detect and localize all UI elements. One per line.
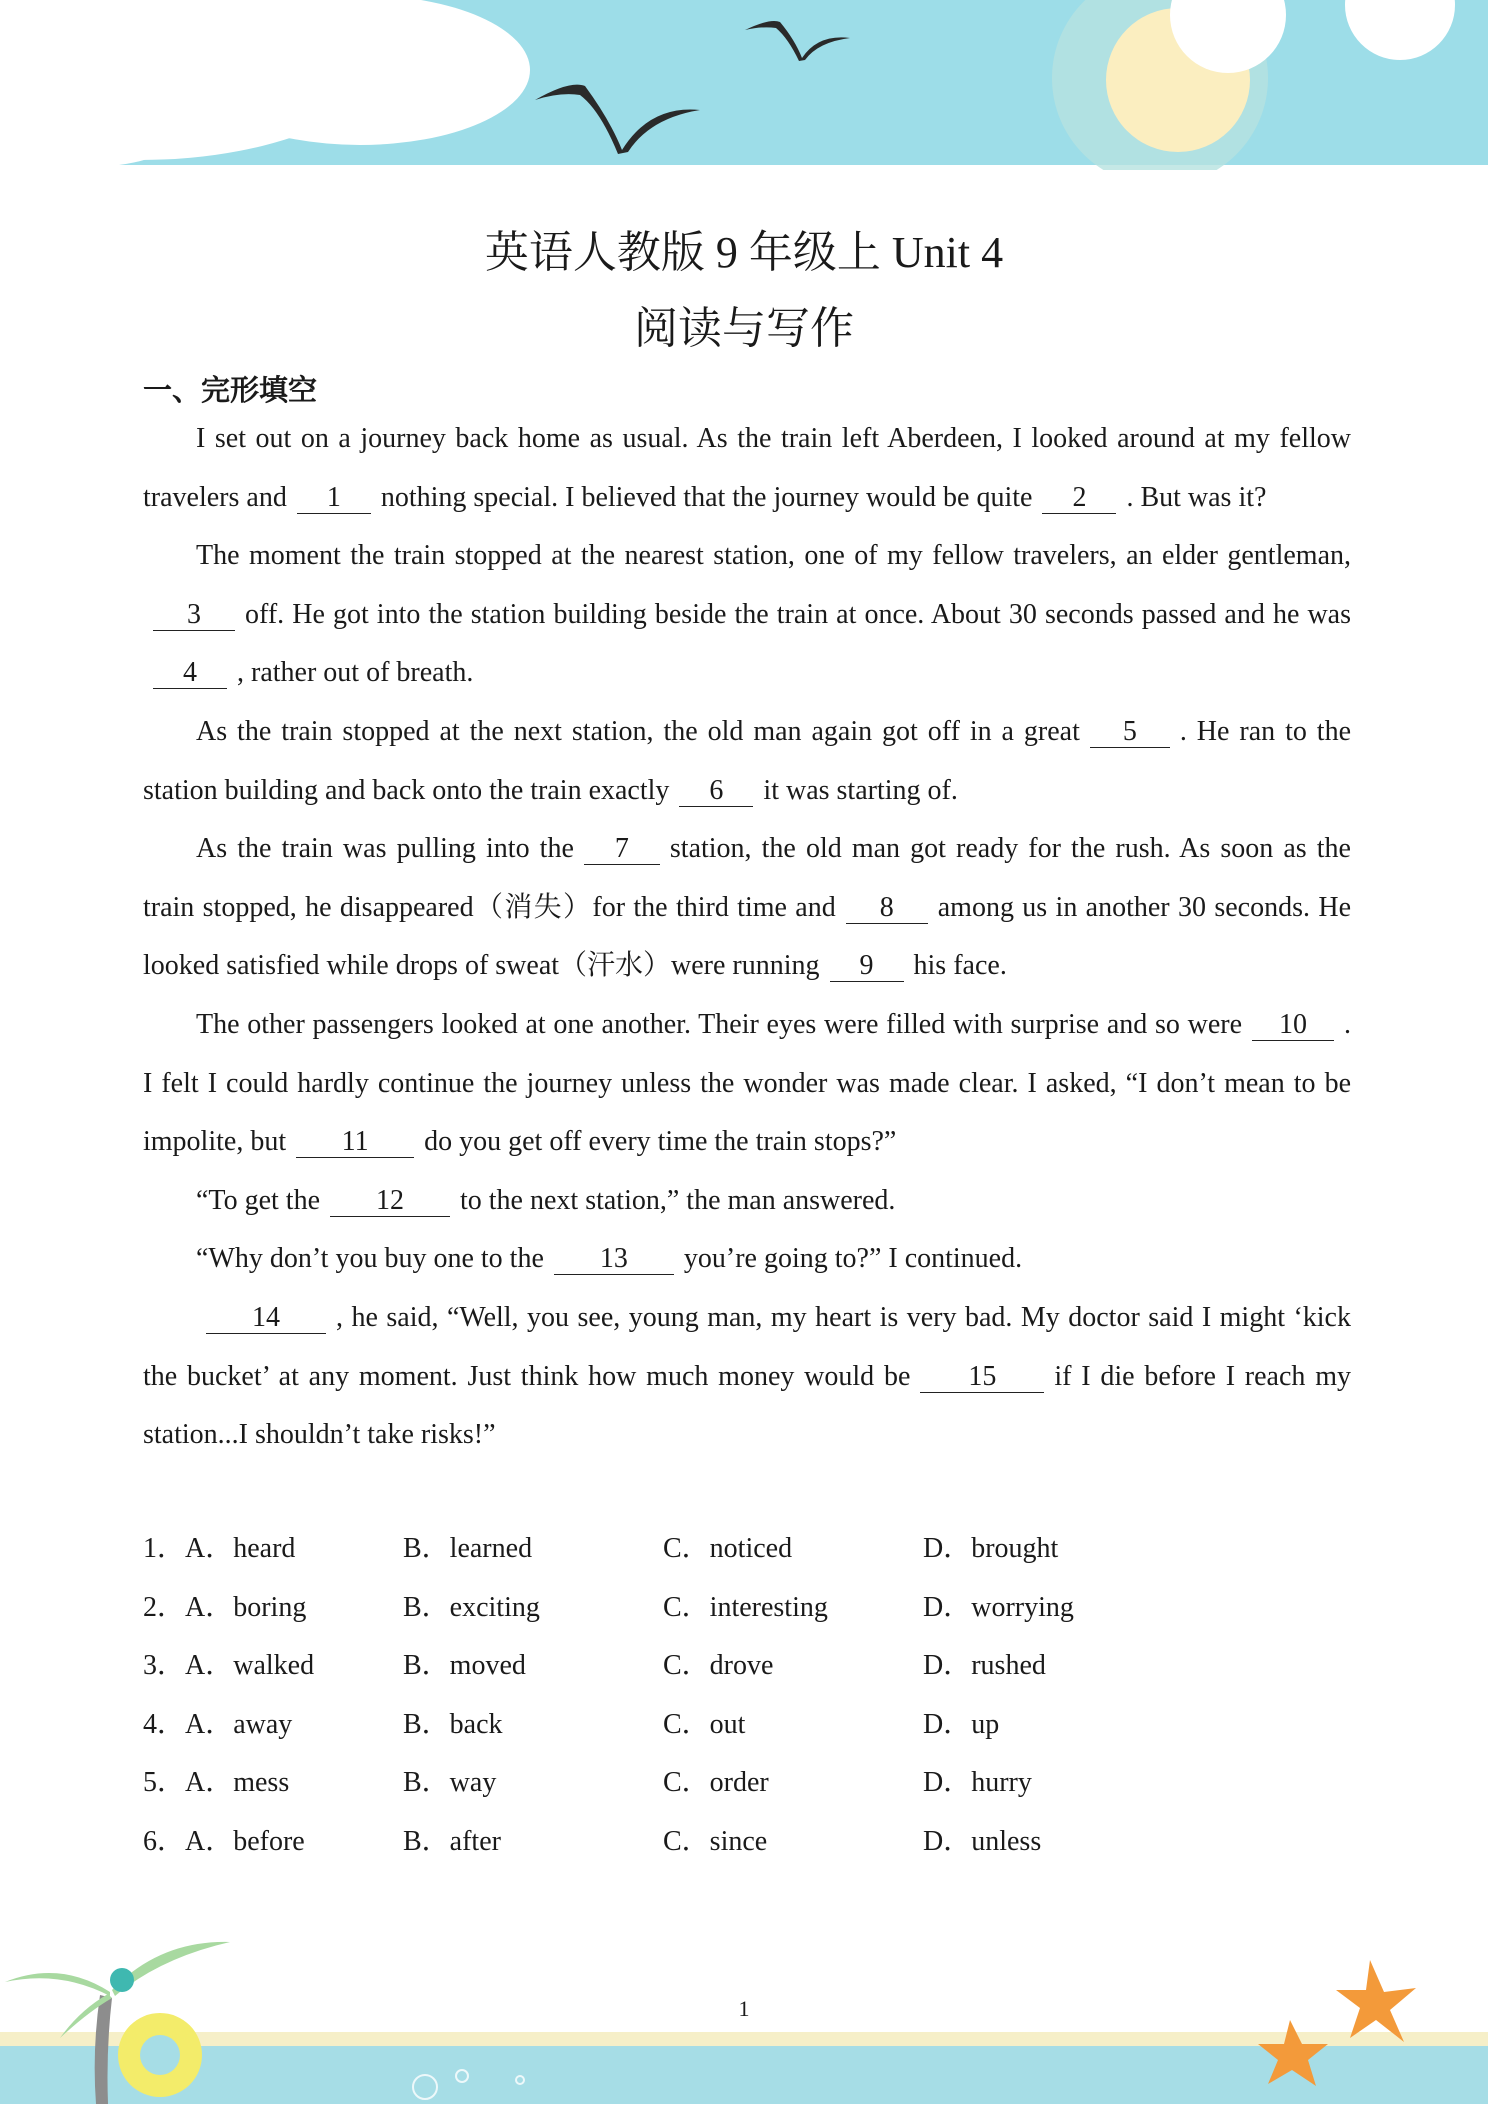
passage-text: As the train was pulling into the: [196, 833, 574, 865]
option-row: [143, 1696, 1351, 1755]
passage-text: “Why don’t you buy one to the: [196, 1243, 544, 1275]
document-subtitle: 阅读与写作: [634, 304, 854, 353]
passage-text: , rather out of breath.: [237, 657, 474, 689]
passage-paragraph: [143, 820, 1351, 996]
passage-text: off. He got into the station building beside the train at once. About 30 seconds passed and he was: [245, 598, 1351, 630]
blank-15: 15: [920, 1362, 1044, 1393]
passage-text: it was starting of.: [763, 774, 958, 806]
passage-text: As the train stopped at the next station, the old man again got off in a great: [196, 715, 1080, 747]
option-b: B．back: [403, 1708, 503, 1740]
passage-text: do you get off every time the train stops?”: [424, 1126, 897, 1158]
option-a: 1．A．heard: [143, 1533, 296, 1564]
option-c: C．order: [663, 1767, 769, 1799]
passage-text: The other passengers looked at one another. Their eyes were filled with surprise and so were: [196, 1008, 1242, 1040]
option-a: 3．A．walked: [143, 1650, 315, 1682]
option-b: B．after: [403, 1825, 501, 1857]
option-d: D．hurry: [923, 1767, 1032, 1799]
option-d: D．worrying: [923, 1591, 1074, 1623]
option-c: C．drove: [663, 1650, 774, 1682]
passage-paragraph: [143, 527, 1351, 703]
option-c: C．interesting: [663, 1591, 828, 1623]
blank-6: 6: [679, 776, 753, 807]
option-c: C．since: [663, 1825, 768, 1857]
passage-text: I set out on a journey back home as usual. As the train left Aberdeen, I looked around at my fellow travelers and: [143, 423, 1351, 513]
option-row: [143, 1813, 1351, 1872]
passage-text: , he said, “Well, you see, young man, my heart is very bad. My doctor said I might ‘kick the bucket’ at any moment. Just think how much money would be: [143, 1301, 1351, 1392]
passage-text: station, the old man got ready for the rush. As soon as the train stopped, he disappeared（消失）for the third time and: [143, 833, 1351, 923]
option-d: D．brought: [923, 1533, 1059, 1564]
blank-4: 4: [153, 658, 227, 689]
blank-9: 9: [830, 951, 904, 982]
blank-13: 13: [554, 1244, 674, 1275]
page-number: 1: [738, 1996, 750, 2021]
passage-text: among us in another 30 seconds. He looked satisfied while drops of sweat（汗水）were running: [143, 891, 1351, 982]
option-c: C．noticed: [663, 1533, 793, 1564]
passage-text: his face.: [913, 950, 1007, 982]
document-title: 英语人教版 9 年级上 Unit 4: [484, 228, 1004, 277]
passage-paragraph: [143, 703, 1351, 820]
blank-12: 12: [330, 1186, 450, 1217]
cloze-passage: [143, 410, 1351, 1465]
blank-8: 8: [846, 893, 928, 924]
blank-14: 14: [206, 1303, 326, 1334]
blank-11: 11: [296, 1127, 414, 1158]
passage-text: The moment the train stopped at the nearest station, one of my fellow travelers, an elder gentleman,: [196, 540, 1351, 572]
passage-paragraph: [143, 1230, 1351, 1289]
blank-10: 10: [1252, 1010, 1334, 1041]
passage-text: you’re going to?” I continued.: [683, 1243, 1023, 1275]
option-b: B．exciting: [403, 1591, 540, 1623]
passage-paragraph: [143, 996, 1351, 1172]
blank-7: 7: [584, 834, 660, 865]
option-row: [143, 1520, 1351, 1579]
passage-paragraph: [143, 1172, 1351, 1231]
header-decoration: [0, 0, 1488, 170]
answer-options: [143, 1520, 1351, 1872]
option-d: D．unless: [923, 1825, 1042, 1857]
blank-5: 5: [1090, 717, 1170, 748]
passage-text: if I die before I reach my station...I shouldn’t take risks!”: [143, 1360, 1351, 1451]
passage-text: to the next station,” the man answered.: [460, 1184, 896, 1216]
passage-paragraph: [143, 410, 1351, 527]
passage-text: nothing special. I believed that the journey would be quite: [380, 481, 1033, 513]
option-b: B．learned: [403, 1533, 533, 1564]
option-c: C．out: [663, 1708, 746, 1740]
blank-3: 3: [153, 600, 235, 631]
blank-2: 2: [1042, 483, 1116, 514]
option-a: 5．A．mess: [143, 1767, 290, 1799]
option-a: 6．A．before: [143, 1825, 305, 1857]
blank-1: 1: [297, 483, 371, 514]
option-b: B．moved: [403, 1650, 526, 1682]
passage-paragraph: [143, 1289, 1351, 1465]
option-a: 4．A．away: [143, 1708, 293, 1740]
option-d: D．up: [923, 1708, 1000, 1740]
passage-text: . But was it?: [1126, 481, 1267, 513]
option-a: 2．A．boring: [143, 1591, 307, 1623]
option-b: B．way: [403, 1767, 497, 1799]
footer-decoration: [0, 1920, 1488, 2104]
section-heading: 一、完形填空: [143, 373, 318, 407]
passage-text: . I felt I could hardly continue the journey unless the wonder was made clear. I asked, “I don’t mean to be impolite, but: [143, 1008, 1351, 1158]
passage-text: “To get the: [196, 1184, 320, 1216]
option-d: D．rushed: [923, 1650, 1046, 1682]
option-row: [143, 1754, 1351, 1813]
option-row: [143, 1637, 1351, 1696]
option-row: [143, 1579, 1351, 1638]
passage-text: . He ran to the station building and back onto the train exactly: [143, 715, 1351, 806]
